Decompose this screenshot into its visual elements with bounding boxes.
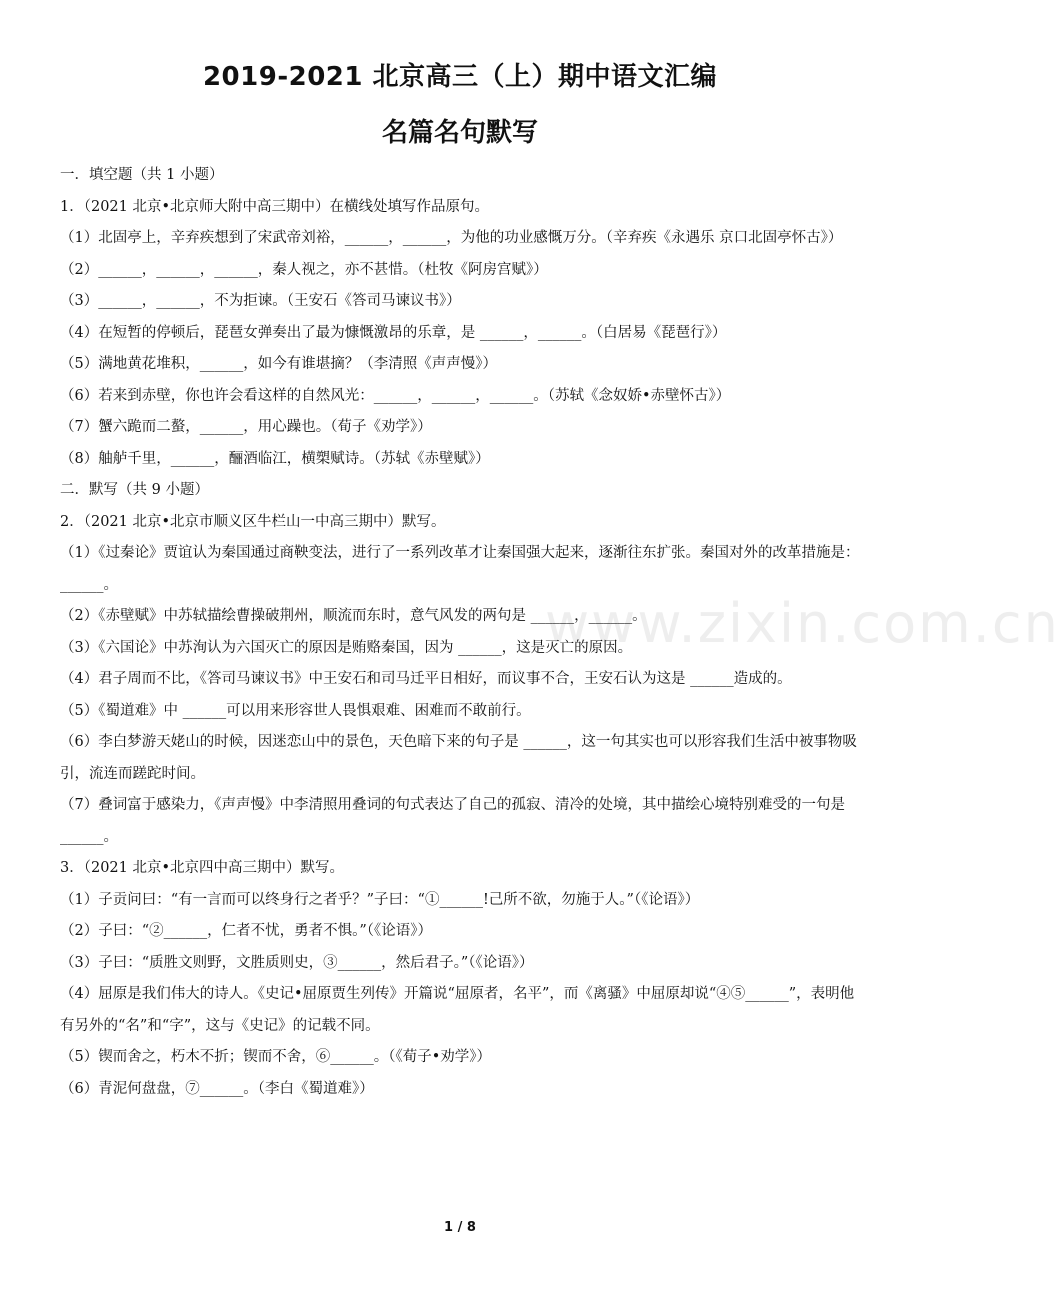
section-heading: 二．默写（共 9 小题）: [60, 482, 209, 498]
question-item: （7）叠词富于感染力，《声声慢》中李清照用叠词的句式表达了自己的孤寂、清冷的处境，其中描绘心境特别难受的一句是 ______。: [60, 797, 845, 845]
question-heading: 1．（2021 北京•北京师大附中高三期中）在横线处填写作品原句。: [60, 198, 490, 215]
question-item: （4）君子周而不比，《答司马谏议书》中王安石和司马迁平日相好，而议事不合，王安石认为这是 ______造成的。: [60, 671, 792, 687]
document-body: [60, 160, 865, 1105]
question-item: （2）______，______，______，秦人视之，亦不甚惜。（杜牧《阿房宫赋》）: [60, 261, 548, 278]
question-item: （2）子曰：“②______，仁者不忧，勇者不惧。”（《论语》）: [60, 923, 433, 939]
page-indicator: 1 / 8: [444, 1220, 476, 1235]
question-item: （1）北固亭上，辛弃疾想到了宋武帝刘裕，______，______，为他的功业感慨万分。（辛弃疾《永遇乐 京口北固亭怀古》）: [60, 230, 843, 246]
document-title: 2019-2021 北京高三（上）期中语文汇编: [202, 62, 718, 92]
question-item: （5）《蜀道难》中 ______可以用来形容世人畏惧艰难、困难而不敢前行。: [60, 702, 531, 719]
question-item: （1）《过秦论》贾谊认为秦国通过商鞅变法，进行了一系列改革才让秦国强大起来，逐渐往东扩张。秦国对外的改革措施是：______。: [60, 545, 860, 593]
question-item: （5）锲而舍之，朽木不折；锲而不舍，⑥______。（《荀子•劝学》）: [60, 1049, 492, 1065]
question-item: （3）子曰：“质胜文则野，文胜质则史，③______，然后君子。”（《论语》）: [60, 954, 534, 971]
question-item: （4）在短暂的停顿后，琵琶女弹奏出了最为慷慨激昂的乐章，是 ______，______。（白居易《琵琶行》）: [60, 324, 727, 341]
question-heading: 2．（2021 北京•北京市顺义区牛栏山一中高三期中）默写。: [60, 513, 446, 530]
question-item: （2）《赤壁赋》中苏轼描绘曹操破荆州，顺流而东时，意气风发的两句是 ______，______。: [60, 608, 647, 624]
question-item: （6）青泥何盘盘，⑦______。（李白《蜀道难》）: [60, 1080, 374, 1097]
section-heading: 一．填空题（共 1 小题）: [60, 167, 224, 183]
question-item: （4）屈原是我们伟大的诗人。《史记•屈原贾生列传》开篇说“屈原者，名平”，而《离骚》中屈原却说“④⑤______”，表明他有另外的“名”和“字”，这与《史记》的记载不同。: [60, 986, 855, 1034]
document-subtitle: 名篇名句默写: [381, 118, 538, 148]
question-item: （6）若来到赤壁，你也许会看这样的自然风光：______，______，______。（苏轼《念奴娇•赤壁怀古》）: [60, 387, 731, 404]
question-item: （1）子贡问曰：“有一言而可以终身行之者乎？”子曰：“①______!己所不欲，勿施于人。”（《论语》）: [60, 891, 700, 908]
question-item: （6）李白梦游天姥山的时候，因迷恋山中的景色，天色暗下来的句子是 ______，这一句其实也可以形容我们生活中被事物吸引，流连而蹉跎时间。: [60, 734, 857, 782]
question-item: （3）______，______，不为拒谏。（王安石《答司马谏议书》）: [60, 293, 461, 309]
question-heading: 3．（2021 北京•北京四中高三期中）默写。: [60, 860, 345, 876]
watermark: www.zixin.com.cn: [545, 592, 1060, 655]
question-item: （7）蟹六跪而二螯，______，用心躁也。（荀子《劝学》）: [60, 419, 432, 435]
question-item: （5）满地黄花堆积，______，如今有谁堪摘？（李清照《声声慢》）: [60, 356, 497, 372]
question-item: （8）舳舻千里，______，酾酒临江，横槊赋诗。（苏轼《赤壁赋》）: [60, 450, 490, 467]
question-item: （3）《六国论》中苏洵认为六国灭亡的原因是贿赂秦国，因为 ______，这是灭亡的原因。: [60, 639, 633, 656]
